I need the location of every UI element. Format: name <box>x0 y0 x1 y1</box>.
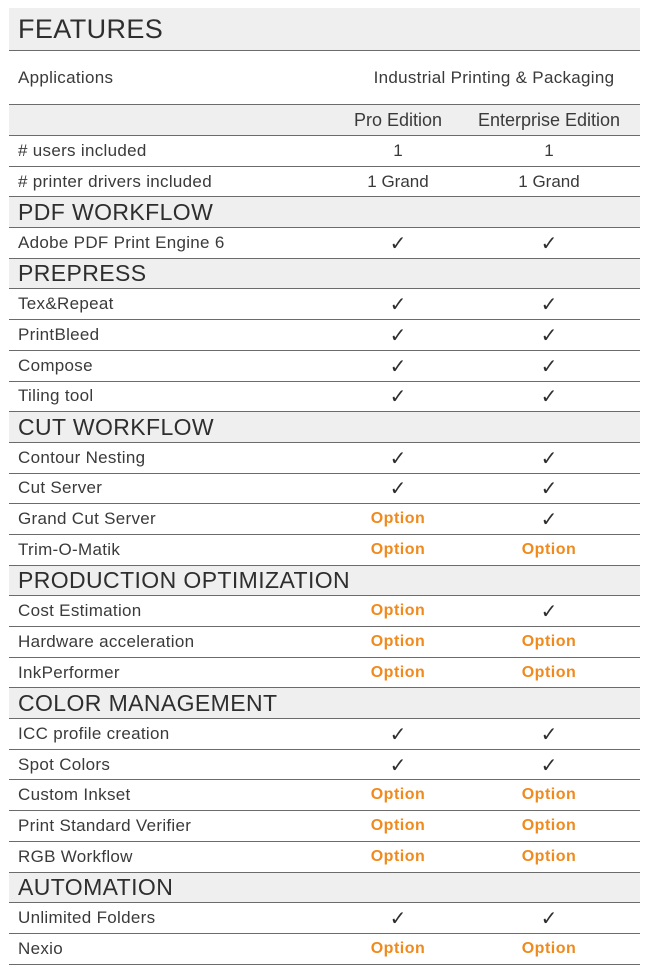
feature-label: Custom Inkset <box>18 785 131 805</box>
feature-label: Spot Colors <box>18 754 111 774</box>
table-row <box>9 903 640 934</box>
pro-option-label: Option <box>370 540 426 558</box>
table-row <box>9 474 640 505</box>
table-row <box>9 351 640 382</box>
feature-label: ICC profile creation <box>18 723 170 743</box>
section-header <box>9 259 640 290</box>
enterprise-value: 1 <box>544 140 554 160</box>
enterprise-check-icon: ✓ <box>540 230 558 255</box>
pro-check-icon: ✓ <box>389 292 407 317</box>
feature-label: RGB Workflow <box>18 846 133 866</box>
enterprise-option-label: Option <box>521 663 577 681</box>
enterprise-check-icon: ✓ <box>540 353 558 378</box>
table-row <box>9 167 640 198</box>
pro-option-label: Option <box>370 632 426 650</box>
enterprise-check-icon: ✓ <box>540 599 558 624</box>
feature-label: Grand Cut Server <box>18 509 157 529</box>
table-row <box>9 443 640 474</box>
enterprise-option-label: Option <box>521 540 577 558</box>
enterprise-check-icon: ✓ <box>540 507 558 532</box>
table-row <box>9 504 640 535</box>
pro-value: 1 <box>393 140 403 160</box>
section-title: PRODUCTION OPTIMIZATION <box>18 566 351 593</box>
feature-label: Cost Estimation <box>18 601 142 621</box>
feature-label: Tex&Repeat <box>18 294 114 314</box>
enterprise-check-icon: ✓ <box>540 322 558 347</box>
feature-label: Unlimited Folders <box>18 908 156 928</box>
section-header <box>9 688 640 719</box>
feature-rows <box>9 136 640 965</box>
features-title-row <box>9 8 640 51</box>
table-row <box>9 627 640 658</box>
feature-label: Adobe PDF Print Engine 6 <box>18 232 225 252</box>
section-title: CUT WORKFLOW <box>18 413 215 440</box>
applications-row <box>9 51 640 105</box>
section-title: PDF WORKFLOW <box>18 198 214 225</box>
table-row <box>9 750 640 781</box>
pro-option-label: Option <box>370 602 426 620</box>
feature-label: Cut Server <box>18 478 103 498</box>
enterprise-value: 1 Grand <box>518 171 580 191</box>
enterprise-option-label: Option <box>521 939 577 957</box>
feature-label: InkPerformer <box>18 662 120 682</box>
pro-edition-header: Pro Edition <box>353 109 443 130</box>
pro-check-icon: ✓ <box>389 476 407 501</box>
feature-label: Print Standard Verifier <box>18 815 192 835</box>
pro-option-label: Option <box>370 939 426 957</box>
enterprise-option-label: Option <box>521 847 577 865</box>
pro-option-label: Option <box>370 663 426 681</box>
enterprise-edition-header: Enterprise Edition <box>477 109 621 130</box>
table-row <box>9 934 640 965</box>
pro-check-icon: ✓ <box>389 906 407 931</box>
feature-label: Hardware acceleration <box>18 631 195 651</box>
pro-check-icon: ✓ <box>389 384 407 409</box>
edition-header-row <box>9 105 640 136</box>
pro-option-label: Option <box>370 786 426 804</box>
feature-label: Trim-O-Matik <box>18 539 121 559</box>
enterprise-check-icon: ✓ <box>540 384 558 409</box>
table-row <box>9 535 640 566</box>
table-row <box>9 719 640 750</box>
section-title: COLOR MANAGEMENT <box>18 689 278 716</box>
table-row <box>9 320 640 351</box>
feature-label: Nexio <box>18 938 63 958</box>
table-row <box>9 780 640 811</box>
pro-option-label: Option <box>370 510 426 528</box>
table-row <box>9 228 640 259</box>
pro-value: 1 Grand <box>367 171 429 191</box>
pro-check-icon: ✓ <box>389 721 407 746</box>
enterprise-check-icon: ✓ <box>540 476 558 501</box>
enterprise-check-icon: ✓ <box>540 752 558 777</box>
table-row <box>9 382 640 413</box>
table-row <box>9 811 640 842</box>
section-header <box>9 197 640 228</box>
enterprise-option-label: Option <box>521 816 577 834</box>
section-title: AUTOMATION <box>18 873 174 900</box>
table-row <box>9 658 640 689</box>
enterprise-option-label: Option <box>521 786 577 804</box>
table-row <box>9 842 640 873</box>
section-header <box>9 412 640 443</box>
applications-value: Industrial Printing & Packaging <box>373 67 615 87</box>
pro-check-icon: ✓ <box>389 230 407 255</box>
feature-label: PrintBleed <box>18 324 100 344</box>
table-row <box>9 289 640 320</box>
pro-check-icon: ✓ <box>389 322 407 347</box>
enterprise-check-icon: ✓ <box>540 445 558 470</box>
feature-label: # printer drivers included <box>18 171 212 191</box>
table-row <box>9 136 640 167</box>
enterprise-check-icon: ✓ <box>540 906 558 931</box>
pro-option-label: Option <box>370 847 426 865</box>
section-title: PREPRESS <box>18 260 147 287</box>
feature-label: Contour Nesting <box>18 447 146 467</box>
pro-check-icon: ✓ <box>389 445 407 470</box>
table-row <box>9 596 640 627</box>
enterprise-check-icon: ✓ <box>540 292 558 317</box>
section-header <box>9 566 640 597</box>
pro-check-icon: ✓ <box>389 752 407 777</box>
features-table <box>9 8 640 965</box>
feature-label: # users included <box>18 140 147 160</box>
section-header <box>9 873 640 904</box>
page-title: FEATURES <box>18 13 164 44</box>
pro-check-icon: ✓ <box>389 353 407 378</box>
applications-label: Applications <box>18 67 114 87</box>
pro-option-label: Option <box>370 816 426 834</box>
enterprise-check-icon: ✓ <box>540 721 558 746</box>
feature-label: Compose <box>18 355 93 375</box>
enterprise-option-label: Option <box>521 632 577 650</box>
feature-label: Tiling tool <box>18 386 94 406</box>
